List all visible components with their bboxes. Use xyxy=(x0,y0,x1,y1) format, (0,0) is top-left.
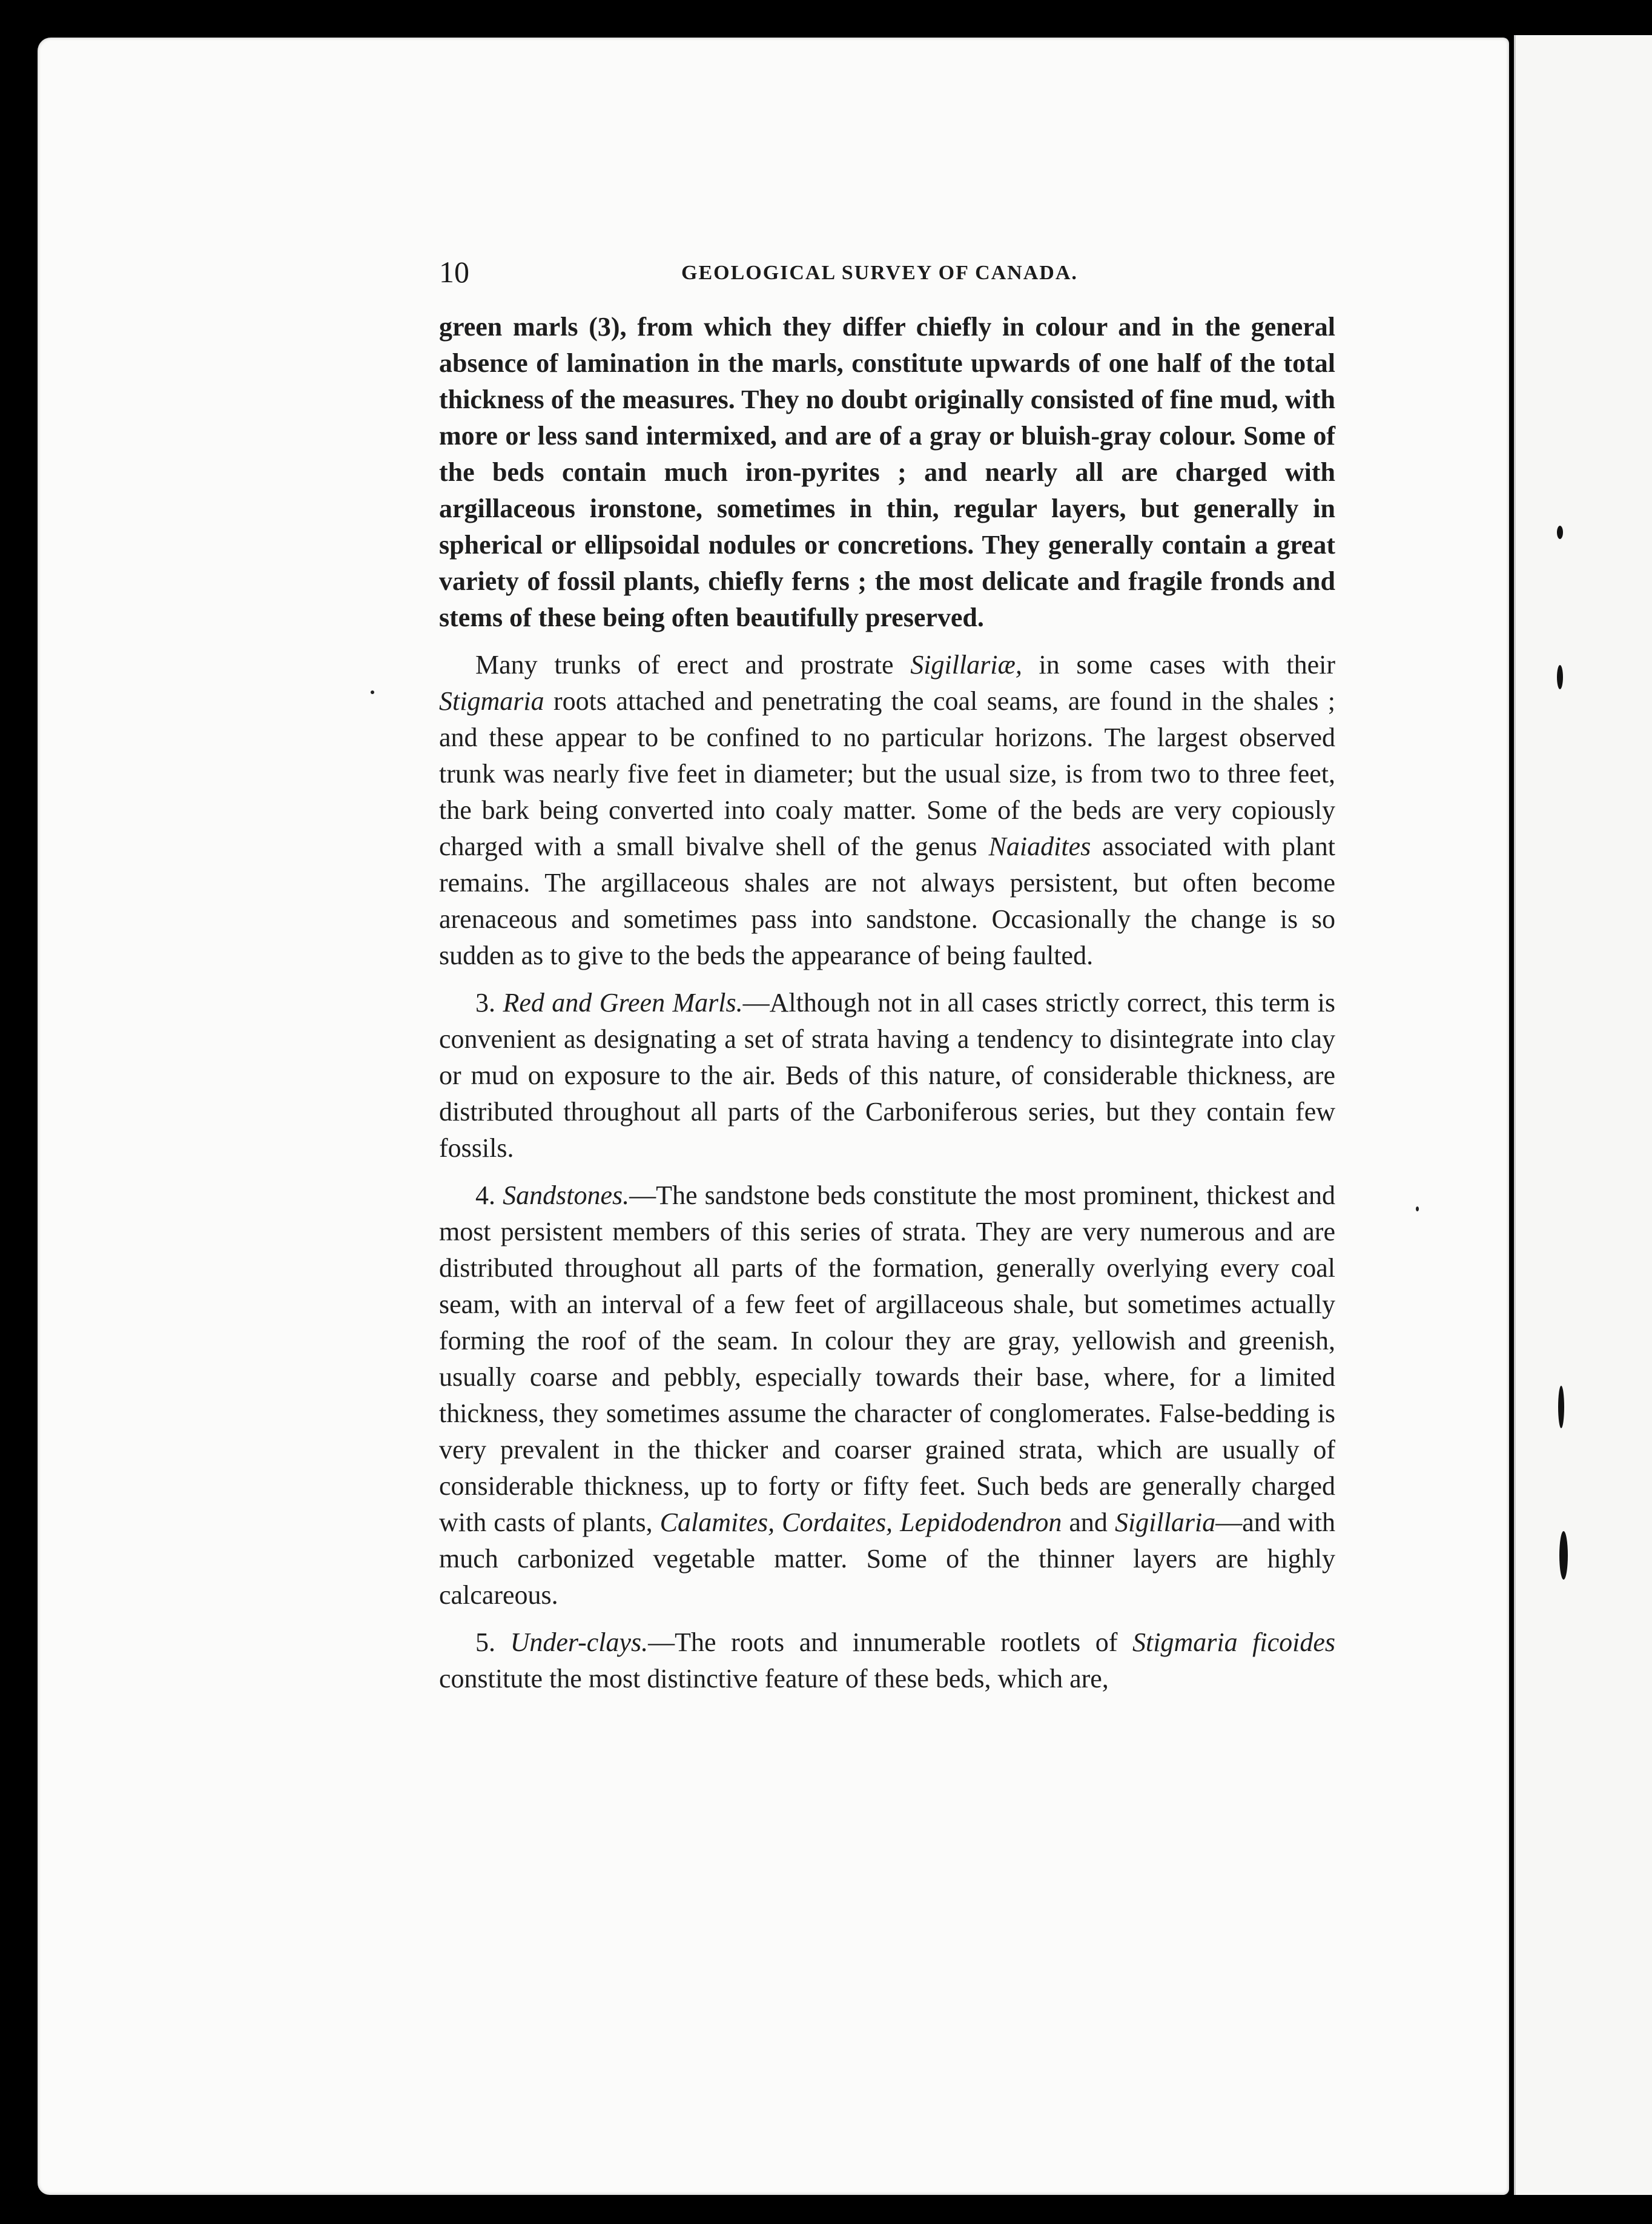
section-number: 4. xyxy=(475,1180,503,1210)
paragraph-text: —and with much carbonized vegetable matter. Some of the thinner layers are highly calcareous. xyxy=(439,1507,1335,1610)
section-heading: Under-clays. xyxy=(510,1627,649,1657)
edge-speck xyxy=(1557,526,1563,539)
adjacent-page-edge xyxy=(1514,35,1652,2195)
italic-genus: Naiadites xyxy=(988,832,1091,861)
edge-speck xyxy=(1557,665,1563,689)
paragraph-text: constitute the most distinctive feature of these beds, which are, xyxy=(439,1664,1109,1693)
stray-speck xyxy=(1416,1206,1419,1211)
section-heading: Sandstones. xyxy=(503,1180,630,1210)
paragraph-under-clays xyxy=(439,1624,1335,1697)
edge-speck xyxy=(1558,1386,1564,1428)
italic-genus: Calamites, Cordaites, Lepidodendron xyxy=(659,1507,1062,1537)
section-number: 5. xyxy=(475,1627,510,1657)
paragraph-shales-continued xyxy=(439,309,1335,636)
paragraph-text: green marls (3), from which they differ chiefly in colour and in the general absence of lamination in the marls, constitute upwards of one half of the total thickness of the measures. They no doubt originally consisted of fine mud, with more or less sand intermixed, and are of a gray or bluish-gray colour. Some of the beds contain much iron-pyrites ; and nearly all are charged with argillaceous ironstone, sometimes in thin, regular layers, but generally in spherical or ellipsoidal nodules or concretions. They generally contain a great variety of fossil plants, chiefly ferns ; the most delicate and fragile fronds and stems of these being often beautifully preserved. xyxy=(439,312,1335,632)
paragraph-text: Many trunks of erect and prostrate xyxy=(475,650,911,680)
paragraph-text: and xyxy=(1062,1507,1115,1537)
italic-genus: Sigillaria xyxy=(1114,1507,1216,1537)
paragraph-red-green-marls xyxy=(439,985,1335,1167)
paragraph-text: roots attached and penetrating the coal seams, are found in the shales ; and these appear to be confined to no particular horizons. The largest observed trunk was nearly five feet in diameter; but the usual size, is from two to three feet, the bark being converted into coaly matter. Some of the beds are very copiously charged with a small bivalve shell of the genus xyxy=(439,686,1335,861)
stray-speck xyxy=(371,690,374,694)
italic-genus: Sigillariæ, xyxy=(910,650,1022,680)
paragraph-text: —The sandstone beds constitute the most prominent, thickest and most persistent members of this series of strata. They are very numerous and are distributed throughout all parts of the formation, generally overlying every coal seam, with an interval of a few feet of argillaceous shale, but sometimes actually forming the roof of the seam. In colour they are gray, yellowish and greenish, usually coarse and pebbly, especially towards their base, where, for a limited thickness, they sometimes assume the character of conglomerates. False-bedding is very prevalent in the thicker and coarser grained strata, which are usually of considerable thickness, up to forty or fifty feet. Such beds are generally charged with casts of plants, xyxy=(439,1180,1336,1537)
page-header xyxy=(439,254,1332,297)
body-text xyxy=(439,309,1335,1708)
italic-genus: Stigmaria ficoides xyxy=(1132,1627,1336,1657)
paragraph-text: associated with plant remains. The argillaceous shales are not always persistent, but often become arenaceous and sometimes pass into sandstone. Occasionally the change is so sudden as to give to the beds the appearance of being faulted. xyxy=(439,832,1335,970)
paragraph-sandstones xyxy=(439,1177,1335,1613)
section-number: 3. xyxy=(475,988,503,1018)
paragraph-trunks xyxy=(439,647,1335,974)
paragraph-text: —Although not in all cases strictly correct, this term is convenient as designating a set of strata having a tendency to disintegrate into clay or mud on exposure to the air. Beds of this nature, of considerable thickness, are distributed throughout all parts of the Carboniferous series, but they contain few fossils. xyxy=(439,988,1336,1163)
running-head: GEOLOGICAL SURVEY OF CANADA. xyxy=(681,262,1078,284)
section-heading: Red and Green Marls. xyxy=(503,988,743,1018)
edge-speck xyxy=(1559,1531,1568,1580)
paragraph-text: in some cases with their xyxy=(1022,650,1336,680)
page-number: 10 xyxy=(439,255,469,289)
paragraph-text: —The roots and innumerable rootlets of xyxy=(648,1627,1133,1657)
italic-genus: Stigmaria xyxy=(439,686,544,716)
